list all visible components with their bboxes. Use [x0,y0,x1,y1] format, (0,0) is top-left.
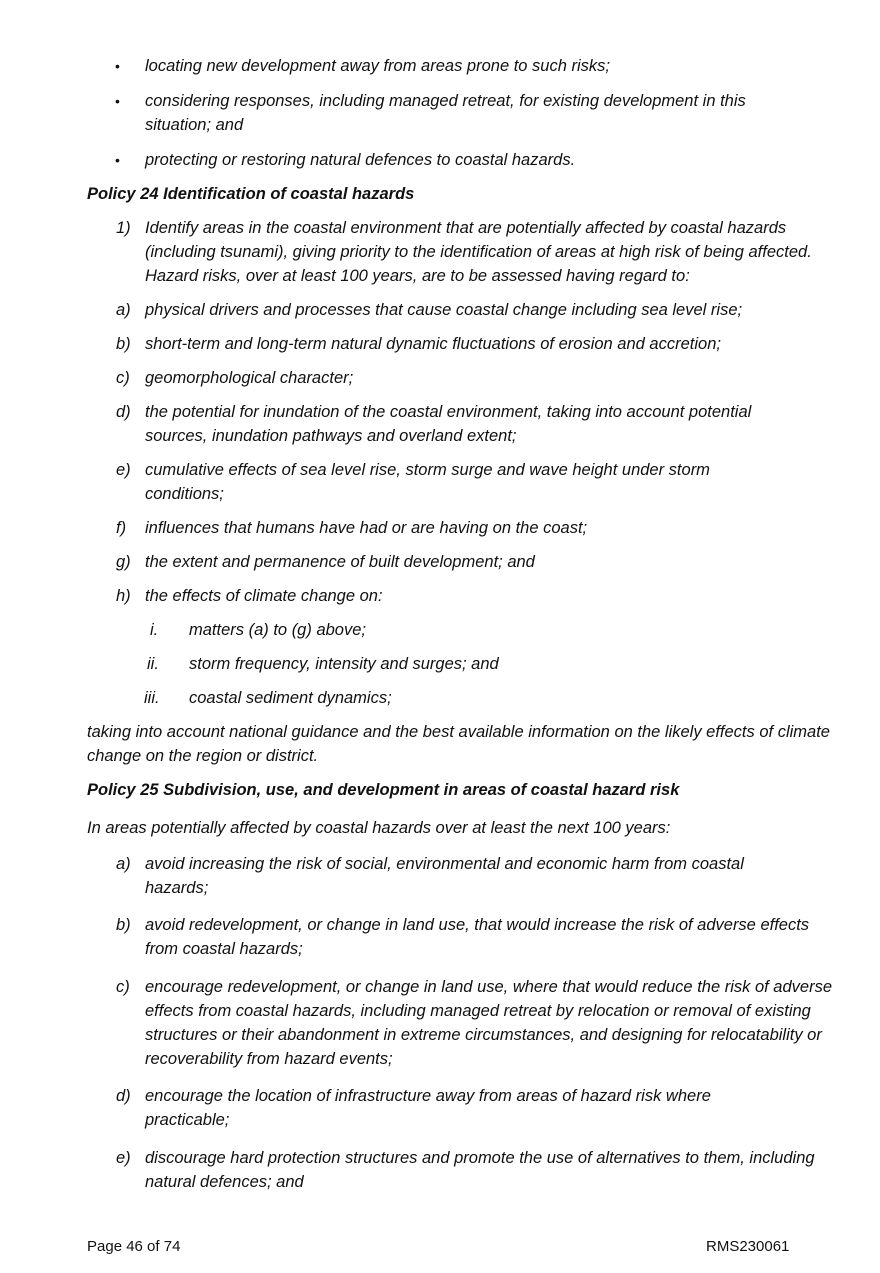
list-item: the extent and permanence of built development; and [145,553,535,571]
document-reference: RMS230061 [706,1238,790,1255]
list-item: geomorphological character; [145,369,354,387]
list-label: e) [116,1149,131,1167]
policy-25-heading: Policy 25 Subdivision, use, and development in areas of coastal hazard risk [87,781,680,799]
sublist-item: coastal sediment dynamics; [189,689,392,707]
list-item: the effects of climate change on: [145,587,383,605]
policy-25-intro: In areas potentially affected by coastal hazards over at least the next 100 years: [87,819,671,837]
policy-24-item-1: Identify areas in the coastal environment that are potentially affected by coastal hazards (including tsunami), giving priority to the identification of areas at high risk of being affected. Hazard risks, over at least 100 years, are to be assessed having regard to: [145,219,812,285]
list-item: discourage hard protection structures and promote the use of alternatives to them, including natural defences; and [145,1149,815,1191]
sublist-label: iii. [144,689,160,707]
bullet-item: locating new development away from areas prone to such risks; [145,57,610,75]
sublist-item: matters (a) to (g) above; [189,621,366,639]
list-item: short-term and long-term natural dynamic fluctuations of erosion and accretion; [145,335,721,353]
policy-24-heading: Policy 24 Identification of coastal hazards [87,185,415,203]
list-label: 1) [116,219,131,237]
policy-24-closing: taking into account national guidance and the best available information on the likely effects of climate change on the region or district. [87,723,830,765]
list-item: encourage the location of infrastructure away from areas of hazard risk where practicable; [145,1087,711,1129]
bullet-item: considering responses, including managed retreat, for existing development in this situation; and [145,92,746,134]
bullet-dot: • [115,152,120,168]
list-label: b) [116,916,131,934]
sublist-label: i. [150,621,159,639]
sublist-item: storm frequency, intensity and surges; and [189,655,499,673]
list-label: e) [116,461,131,479]
list-item: cumulative effects of sea level rise, storm surge and wave height under storm conditions; [145,461,710,503]
list-item: the potential for inundation of the coastal environment, taking into account potential sources, inundation pathways and overland extent; [145,403,752,445]
list-item: encourage redevelopment, or change in land use, where that would reduce the risk of adverse effects from coastal hazards, including managed retreat by relocation or removal of existing structures or their abandonment in extreme circumstances, and designing for relocatability or recoverability from hazard events; [145,978,833,1068]
list-label: f) [116,519,127,537]
list-label: h) [116,587,131,605]
list-item: avoid increasing the risk of social, environmental and economic harm from coastal hazards; [145,855,744,897]
bullet-dot: • [115,58,120,74]
bullet-item: protecting or restoring natural defences to coastal hazards. [145,151,576,169]
bullet-dot: • [115,93,120,109]
list-item: physical drivers and processes that cause coastal change including sea level rise; [145,301,743,319]
sublist-label: ii. [147,655,159,673]
list-label: d) [116,1087,131,1105]
list-label: g) [116,553,131,571]
page-number: Page 46 of 74 [87,1238,181,1255]
list-label: a) [116,301,131,319]
list-label: c) [116,978,130,996]
list-label: d) [116,403,131,421]
list-label: b) [116,335,131,353]
list-label: c) [116,369,130,387]
list-item: influences that humans have had or are having on the coast; [145,519,588,537]
list-item: avoid redevelopment, or change in land use, that would increase the risk of adverse effects from coastal hazards; [145,916,810,958]
list-label: a) [116,855,131,873]
